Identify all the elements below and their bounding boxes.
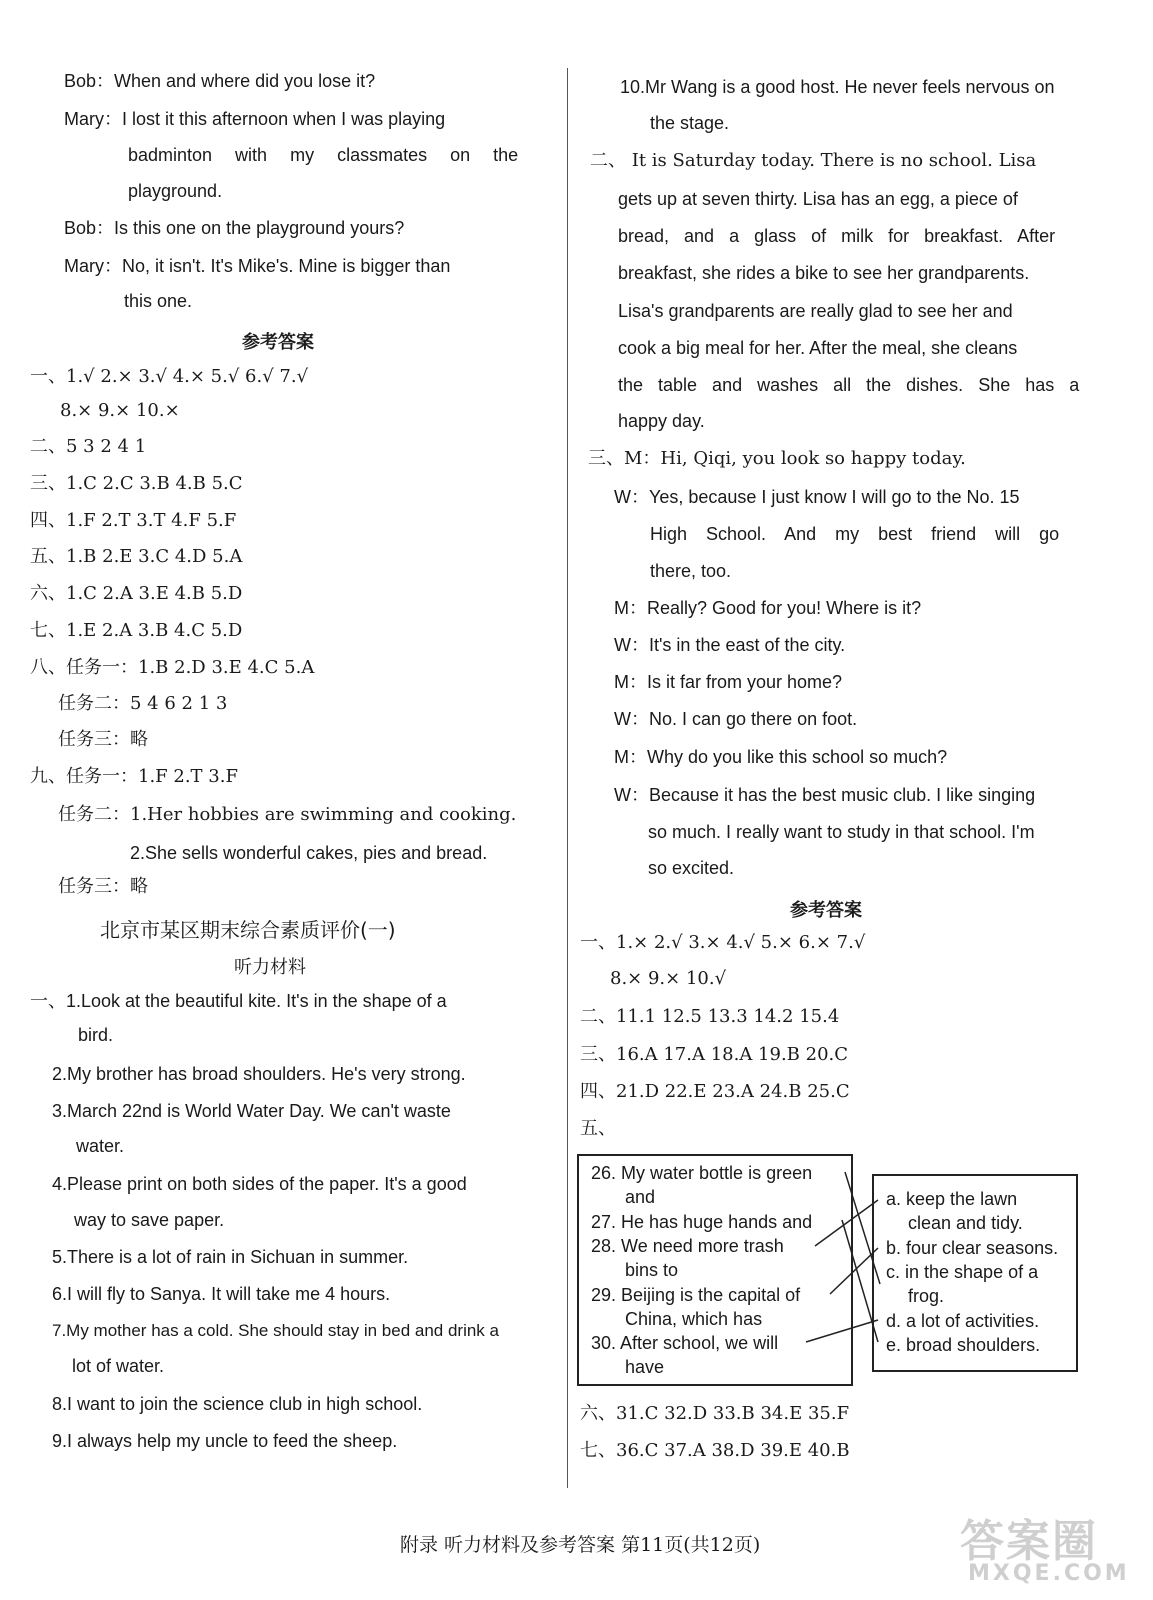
answer-line: 一、1.× 2.√ 3.× 4.√ 5.× 6.× 7.√ — [580, 932, 866, 953]
watermark-logo — [960, 1505, 1140, 1590]
answer-line: 二、11.1 12.5 13.3 14.2 15.4 — [580, 1006, 840, 1027]
answer-line: 九、任务一：1.F 2.T 3.F — [30, 766, 238, 787]
match-left-line: have — [625, 1357, 665, 1377]
dialog-line: Bob：When and where did you lose it? — [64, 71, 376, 91]
match-line-30 — [806, 1320, 878, 1342]
text-line: happy day. — [618, 411, 705, 431]
answer-line: 四、21.D 22.E 23.A 24.B 25.C — [580, 1081, 850, 1102]
match-left-line: 26. My water bottle is green — [591, 1163, 813, 1183]
text-line: cook a big meal for her. After the meal, she cleans — [618, 338, 1018, 358]
answer-line: 8.× 9.× 10.√ — [610, 968, 727, 989]
match-right-line: d. a lot of activities. — [886, 1311, 1040, 1331]
text-line: W：No. I can go there on foot. — [614, 709, 858, 729]
answer-line: 任务三：略 — [58, 729, 148, 750]
answer-line: 七、1.E 2.A 3.B 4.C 5.D — [30, 620, 243, 641]
listening-line: 6.I will fly to Sanya. It will take me 4 hours. — [52, 1284, 391, 1304]
dialog-line: Mary：No, it isn't. It's Mike's. Mine is bigger than — [64, 256, 451, 276]
match-right-line: clean and tidy. — [908, 1213, 1023, 1233]
answer-line: 2.She sells wonderful cakes, pies and bread. — [130, 843, 488, 863]
watermark-site: MXQE.COM — [968, 1561, 1130, 1586]
listening-line: bird. — [78, 1025, 114, 1045]
listening-line: 8.I want to join the science club in high school. — [52, 1394, 423, 1414]
dialog-line: playground. — [128, 181, 223, 201]
dialog-line: badminton with my classmates on the — [128, 145, 519, 165]
exam-title: 北京市某区期末综合素质评价(一) — [100, 918, 396, 942]
text-line: W：Because it has the best music club. I like singing — [614, 785, 1036, 805]
match-line-27 — [842, 1220, 878, 1342]
answer-line: 五、1.B 2.E 3.C 4.D 5.A — [30, 546, 243, 567]
match-left-line: 27. He has huge hands and — [591, 1212, 813, 1232]
text-line: M：Really? Good for you! Where is it? — [614, 598, 922, 618]
text-line: Lisa's grandparents are really glad to see her and — [618, 301, 1013, 321]
match-line-28 — [815, 1200, 878, 1246]
answer-line: 六、31.C 32.D 33.B 34.E 35.F — [580, 1403, 850, 1424]
listening-line: 5.There is a lot of rain in Sichuan in summer. — [52, 1247, 409, 1267]
answer-line: 五、 — [580, 1118, 616, 1139]
listening-line: 一、1.Look at the beautiful kite. It's in the shape of a — [30, 991, 447, 1011]
match-right-line: a. keep the lawn — [886, 1189, 1018, 1209]
listening-line: 3.March 22nd is World Water Day. We can't waste — [52, 1101, 451, 1121]
match-left-line: and — [625, 1187, 656, 1207]
answer-line: 二、5 3 2 4 1 — [30, 436, 147, 457]
dialog-line: Mary：I lost it this afternoon when I was playing — [64, 109, 446, 129]
listening-line: 9.I always help my uncle to feed the sheep. — [52, 1431, 398, 1451]
listening-line: 2.My brother has broad shoulders. He's very strong. — [52, 1064, 466, 1084]
text-line: 二、 It is Saturday today. There is no school. Lisa — [590, 150, 1037, 171]
answers-heading: 参考答案 — [790, 900, 862, 921]
answer-line: 三、1.C 2.C 3.B 4.B 5.C — [30, 473, 243, 494]
match-right-line: e. broad shoulders. — [886, 1335, 1041, 1355]
text-line: W：It's in the east of the city. — [614, 635, 846, 655]
answer-line: 任务三：略 — [58, 876, 148, 897]
answer-line: 8.× 9.× 10.× — [60, 400, 180, 421]
match-left-line: 30. After school, we will — [591, 1333, 779, 1353]
match-left-line: 28. We need more trash — [591, 1236, 784, 1256]
match-right-line: c. in the shape of a — [886, 1262, 1039, 1282]
text-line: 10.Mr Wang is a good host. He never feels nervous on — [620, 77, 1055, 97]
answer-line: 任务二：5 4 6 2 1 3 — [58, 693, 228, 714]
listening-line: lot of water. — [72, 1356, 165, 1376]
answer-line: 四、1.F 2.T 3.T 4.F 5.F — [30, 510, 237, 531]
match-line-29 — [830, 1248, 878, 1294]
match-left-line: China, which has — [625, 1309, 763, 1329]
answer-line: 六、1.C 2.A 3.E 4.B 5.D — [30, 583, 243, 604]
text-line: High School. And my best friend will go — [650, 524, 1060, 544]
text-line: breakfast, she rides a bike to see her grandparents. — [618, 263, 1030, 283]
match-line-26 — [845, 1172, 880, 1284]
text-line: the table and washes all the dishes. She has a — [618, 375, 1080, 395]
match-left-line: 29. Beijing is the capital of — [591, 1285, 801, 1305]
text-line: so excited. — [648, 858, 735, 878]
watermark-logo-text: 答案圈 — [960, 1516, 1098, 1567]
listening-heading: 听力材料 — [234, 957, 306, 978]
match-left-line: bins to — [625, 1260, 679, 1280]
text-line: gets up at seven thirty. Lisa has an egg, a piece of — [618, 189, 1018, 209]
match-right-line: frog. — [908, 1286, 945, 1306]
text-line: 三、M：Hi, Qiqi, you look so happy today. — [588, 448, 966, 469]
text-line: so much. I really want to study in that school. I'm — [648, 822, 1035, 842]
text-line: M：Why do you like this school so much? — [614, 747, 948, 767]
answer-line: 七、36.C 37.A 38.D 39.E 40.B — [580, 1440, 850, 1461]
answer-line: 三、16.A 17.A 18.A 19.B 20.C — [580, 1044, 849, 1065]
text-line: bread, and a glass of milk for breakfast. After — [618, 226, 1056, 246]
text-line: W：Yes, because I just know I will go to the No. 15 — [614, 487, 1020, 507]
text-line: there, too. — [650, 561, 732, 581]
text-line: the stage. — [650, 113, 730, 133]
answer-line: 任务二：1.Her hobbies are swimming and cooking. — [58, 804, 517, 825]
answer-line: 八、任务一：1.B 2.D 3.E 4.C 5.A — [30, 657, 315, 678]
answers-heading: 参考答案 — [242, 332, 314, 353]
listening-line: 4.Please print on both sides of the paper. It's a good — [52, 1174, 467, 1194]
dialog-line: this one. — [124, 291, 193, 311]
listening-line: water. — [76, 1136, 125, 1156]
dialog-line: Bob：Is this one on the playground yours? — [64, 218, 405, 238]
answer-line: 一、1.√ 2.× 3.√ 4.× 5.√ 6.√ 7.√ — [30, 366, 309, 387]
match-right-line: b. four clear seasons. — [886, 1238, 1059, 1258]
page-footer: 附录 听力材料及参考答案 第11页(共12页) — [400, 1534, 761, 1556]
listening-line: 7.My mother has a cold. She should stay in bed and drink a — [52, 1321, 499, 1340]
listening-line: way to save paper. — [74, 1210, 225, 1230]
text-line: M：Is it far from your home? — [614, 672, 843, 692]
